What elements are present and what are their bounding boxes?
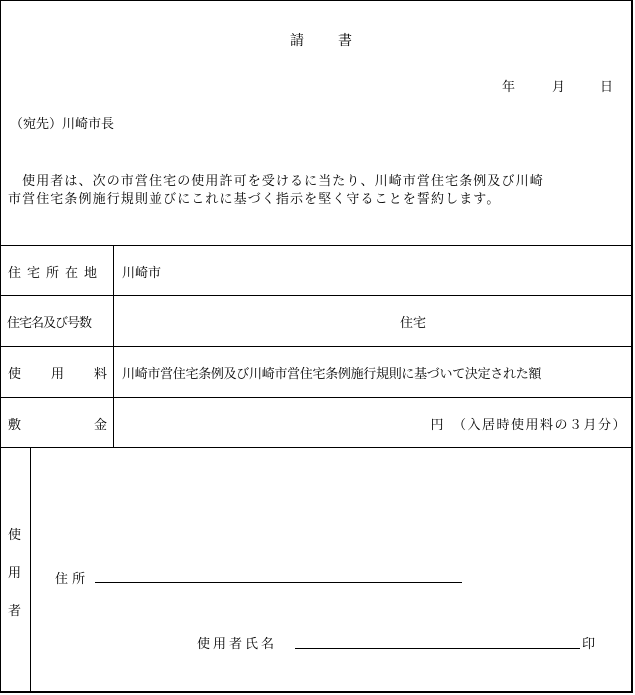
pledge-line-1: 使用者は、次の市営住宅の使用許可を受けるに当たり、川崎市営住宅条例及び川崎 xyxy=(8,174,544,189)
label-rent-3: 料 xyxy=(94,367,108,382)
label-rent-1: 使 xyxy=(8,367,22,382)
name-label: 使用者氏名 xyxy=(197,637,278,652)
label-rent-2: 用 xyxy=(51,367,65,382)
date-month: 月 xyxy=(552,80,566,95)
label-deposit-2: 金 xyxy=(94,418,108,433)
value-deposit[interactable]: 円 （入居時使用料の３月分） xyxy=(430,418,627,433)
label-deposit-1: 敷 xyxy=(8,418,22,433)
side-label-3: 者 xyxy=(8,604,22,619)
date-year: 年 xyxy=(502,80,516,95)
divider xyxy=(0,447,633,448)
date-day: 日 xyxy=(600,80,614,95)
divider xyxy=(0,346,633,347)
divider xyxy=(0,245,633,246)
divider xyxy=(113,245,114,447)
value-rent: 川崎市営住宅条例及び川崎市営住宅条例施行規則に基づいて決定された額 xyxy=(122,367,542,382)
side-label-1: 使 xyxy=(8,528,22,543)
side-label-2: 用 xyxy=(8,566,22,581)
address-field[interactable] xyxy=(95,582,462,583)
document-title: 請 書 xyxy=(290,33,354,49)
address-label: 住 所 xyxy=(55,572,86,587)
label-housing-name: 住宅名及び号数 xyxy=(7,316,92,331)
divider xyxy=(0,397,633,398)
seal-label: 印 xyxy=(582,637,596,652)
value-housing-name[interactable]: 住宅 xyxy=(400,316,427,331)
pledge-line-2: 市営住宅条例施行規則並びにこれに基づく指示を堅く守ることを誓約します。 xyxy=(8,192,501,207)
value-address-of-housing[interactable]: 川崎市 xyxy=(122,266,162,281)
name-field[interactable] xyxy=(295,648,580,649)
divider xyxy=(30,447,31,693)
label-address-of-housing: 住宅所在地 xyxy=(8,266,104,281)
divider xyxy=(0,295,633,296)
addressee: （宛先）川崎市長 xyxy=(10,117,115,132)
